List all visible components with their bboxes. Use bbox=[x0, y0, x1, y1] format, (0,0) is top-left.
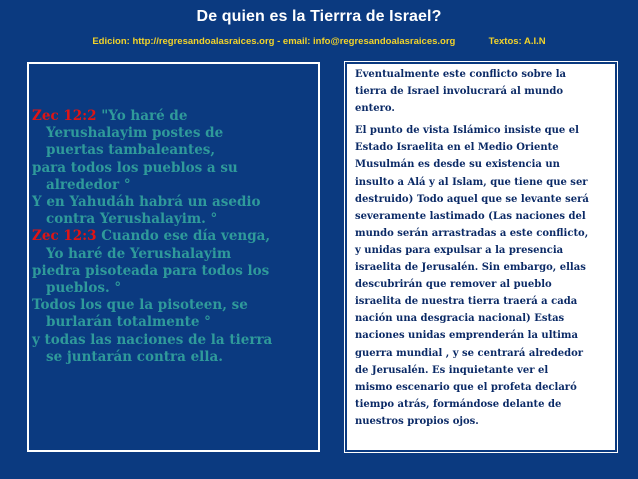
verse-panel bbox=[27, 62, 320, 452]
verse-line-text: Y en Yahudáh habrá un asedio bbox=[32, 194, 261, 211]
commentary-line: nación una desgracia nacional) Estas bbox=[355, 313, 565, 325]
verse-line-text: Yerushalayim postes de bbox=[46, 125, 224, 142]
commentary-line: tiempo atrás, formándose delante de bbox=[355, 398, 562, 410]
email-label: - email: bbox=[277, 36, 311, 47]
commentary-line: Musulmán es desde su existencia un bbox=[355, 159, 560, 171]
commentary-line: descubrirán que remover al pueblo bbox=[355, 279, 552, 291]
commentary-text bbox=[355, 66, 617, 430]
commentary-line: nuestros propios ojos. bbox=[355, 415, 479, 427]
commentary-line: mundo serán arrastradas a este conflicto, bbox=[355, 227, 589, 239]
commentary-line: mismo escenario que el profeta declaró bbox=[355, 381, 577, 393]
verse-line bbox=[32, 314, 322, 331]
commentary-paragraph-1 bbox=[355, 66, 617, 117]
commentary-line: insulto a Alá y al Islam, que tiene que ser bbox=[355, 176, 588, 188]
verse-line-text: "Yo haré de bbox=[96, 108, 188, 124]
verse-line bbox=[32, 228, 322, 245]
verse-line-text: alrededor ° bbox=[46, 176, 131, 193]
email-value[interactable]: info@regresandoalasraices.org bbox=[313, 36, 456, 47]
verse-line bbox=[32, 297, 322, 314]
verse-line bbox=[32, 142, 322, 159]
commentary-line: guerra mundial , y se centrará alrededor bbox=[355, 347, 584, 359]
commentary-line: Eventualmente este conflicto sobre la bbox=[355, 69, 567, 80]
commentary-line: naciones unidas emprenderán la ultima bbox=[355, 330, 578, 342]
verse-line-text: para todos los pueblos a su bbox=[32, 159, 238, 176]
verse-line-text: Cuando ese día venga, bbox=[96, 228, 271, 245]
commentary-line: entero. bbox=[355, 103, 395, 115]
verse-line bbox=[32, 211, 322, 228]
verse-reference: Zec 12:2 bbox=[32, 108, 97, 124]
textos-credit: Textos: A.I.N bbox=[488, 36, 546, 47]
credits-line bbox=[0, 36, 638, 47]
verse-line-text: pueblos. ° bbox=[46, 280, 122, 297]
verse-line-text: piedra pisoteada para todos los bbox=[32, 262, 270, 279]
commentary-line: Estado Israelita en el Medio Oriente bbox=[355, 142, 559, 154]
verse-line bbox=[32, 280, 322, 297]
slide-title: De quien es la Tierrra de Israel? bbox=[196, 8, 442, 25]
verse-line-text: se juntarán contra ella. bbox=[46, 348, 223, 365]
verse-reference: Zec 12:3 bbox=[32, 228, 97, 245]
verse-line bbox=[32, 160, 322, 177]
verse-line-text: contra Yerushalayim. ° bbox=[46, 211, 218, 228]
verse-line-text: Todos los que la pisoteen, se bbox=[32, 297, 248, 314]
edicion-label: Edicion: bbox=[92, 36, 130, 47]
verse-line bbox=[32, 246, 322, 263]
verse-line-text: burlarán totalmente ° bbox=[46, 314, 211, 331]
edicion-url[interactable]: http://regresandoalasraices.org bbox=[132, 36, 275, 47]
commentary-line: y unidas para expulsar a la presencia bbox=[355, 244, 564, 256]
verse-line bbox=[32, 332, 322, 349]
verse-line-text: puertas tambaleantes, bbox=[46, 142, 216, 159]
commentary-line: El punto de vista Islámico insiste que el bbox=[355, 125, 579, 137]
verse-line bbox=[32, 349, 322, 366]
verse-text bbox=[32, 108, 322, 366]
verse-line bbox=[32, 108, 322, 125]
verse-line bbox=[32, 263, 322, 280]
verse-line-text: y todas las naciones de la tierra bbox=[32, 331, 273, 348]
commentary-line: israelita de Jerusalén. Sin embargo, ellas bbox=[355, 262, 586, 274]
verse-line bbox=[32, 194, 322, 211]
verse-line bbox=[32, 125, 322, 142]
commentary-line: de Jerusalén. Es inquietante ver el bbox=[355, 364, 549, 376]
commentary-line: israelita de nuestra tierra traerá a cada bbox=[355, 296, 578, 308]
commentary-paragraph-2 bbox=[355, 122, 617, 430]
verse-line bbox=[32, 177, 322, 194]
commentary-line: tierra de Israel involucrará al mundo bbox=[355, 86, 564, 98]
commentary-line: severamente lastimado (Las naciones del bbox=[355, 210, 586, 222]
verse-line-text: Yo haré de Yerushalayim bbox=[46, 245, 232, 262]
commentary-panel bbox=[345, 62, 617, 452]
commentary-line: destruido) Todo aquel que se levante será bbox=[355, 193, 589, 205]
